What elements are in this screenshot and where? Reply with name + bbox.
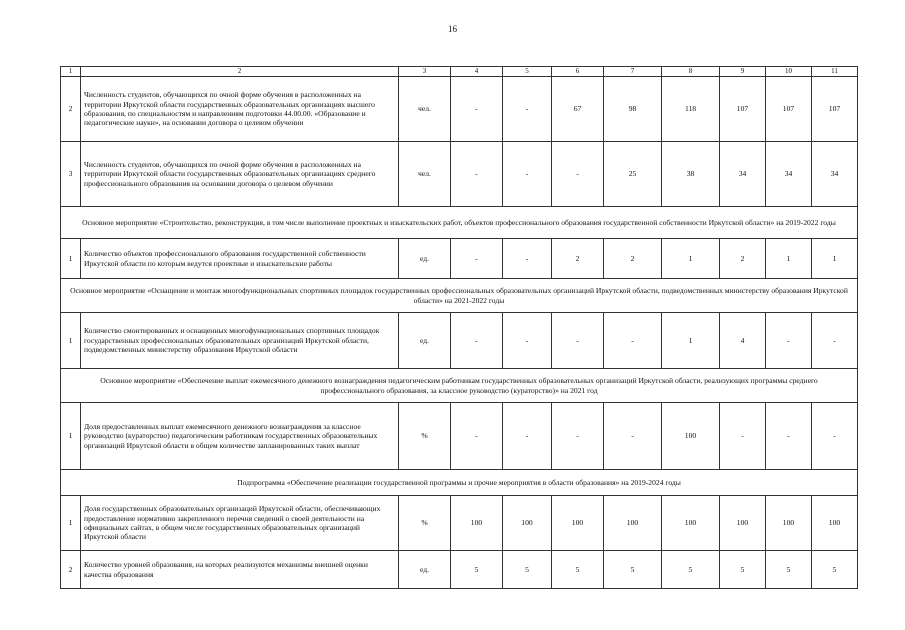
column-number-cell: 2 [81, 67, 399, 77]
indicator-name: Доля государственных образовательных организаций Иркутской области, обеспечивающих предоставление нормативно закрепленного перечня сведений о своей деятельности на официальных сайтах, в общем числе государственных образовательных организаций Иркутской области [81, 496, 399, 551]
column-number-cell: 7 [604, 67, 662, 77]
indicator-name: Количество уровней образования, на которых реализуются механизмы внешней оценки качества образования [81, 551, 399, 589]
value-cell: 100 [662, 496, 720, 551]
value-cell: 4 [720, 313, 766, 369]
indicator-row [61, 313, 858, 369]
value-cell: 100 [503, 496, 552, 551]
section-title: Основное мероприятие «Строительство, реконструкция, в том числе выполнение проектных и изыскательских работ, объектов профессионального образования государственной собственности Иркутской области» на 2019-2022 годы [61, 207, 858, 239]
value-cell: 2 [720, 239, 766, 279]
indicator-name: Численность студентов, обучающихся по очной форме обучения в расположенных на территории Иркутской области государственных образовательных организациях среднего профессионального образования на основании договора о целевом обучении [81, 142, 399, 207]
value-cell: 107 [720, 77, 766, 142]
section-row [61, 470, 858, 496]
value-cell: 5 [766, 551, 812, 589]
indicator-row [61, 77, 858, 142]
row-number: 1 [61, 239, 81, 279]
unit-cell: чел. [399, 142, 451, 207]
value-cell: 100 [604, 496, 662, 551]
indicator-row [61, 496, 858, 551]
section-row [61, 369, 858, 403]
unit-cell: % [399, 403, 451, 470]
section-row [61, 207, 858, 239]
value-cell: 5 [552, 551, 604, 589]
row-number: 2 [61, 77, 81, 142]
value-cell: 5 [812, 551, 858, 589]
value-cell: 100 [766, 496, 812, 551]
value-cell: - [604, 313, 662, 369]
value-cell: 100 [451, 496, 503, 551]
value-cell: 100 [552, 496, 604, 551]
section-title: Основное мероприятие «Оснащение и монтаж многофункциональных спортивных площадок государственных профессиональных образовательных организаций Иркутской области, подведомственных министерству образования Иркутской области» на 2021-2022 годы [61, 279, 858, 313]
value-cell: 5 [604, 551, 662, 589]
value-cell: - [552, 142, 604, 207]
row-number: 2 [61, 551, 81, 589]
value-cell: 5 [503, 551, 552, 589]
indicator-row [61, 142, 858, 207]
value-cell: 5 [451, 551, 503, 589]
column-number-cell: 1 [61, 67, 81, 77]
value-cell: 100 [720, 496, 766, 551]
indicator-name: Количество смонтированных и оснащенных многофункциональных спортивных площадок государственных профессиональных образовательных организаций Иркутской области, подведомственных министерству образования Иркутской области [81, 313, 399, 369]
column-number-cell: 8 [662, 67, 720, 77]
value-cell: - [451, 403, 503, 470]
value-cell: 34 [720, 142, 766, 207]
indicator-row [61, 403, 858, 470]
value-cell: - [812, 403, 858, 470]
value-cell: - [503, 313, 552, 369]
indicator-row [61, 239, 858, 279]
value-cell: - [766, 403, 812, 470]
section-row [61, 279, 858, 313]
column-number-cell: 11 [812, 67, 858, 77]
indicator-row [61, 551, 858, 589]
unit-cell: % [399, 496, 451, 551]
unit-cell: ед. [399, 551, 451, 589]
row-number: 3 [61, 142, 81, 207]
section-title: Подпрограмма «Обеспечение реализации государственной программы и прочие мероприятия в области образования» на 2019-2024 годы [61, 470, 858, 496]
column-number-row [61, 67, 858, 77]
row-number: 1 [61, 403, 81, 470]
indicator-name: Количество объектов профессионального образования государственной собственности Иркутской области по которым ведутся проектные и изыскательские работы [81, 239, 399, 279]
column-number-cell: 6 [552, 67, 604, 77]
value-cell: - [552, 313, 604, 369]
value-cell: 38 [662, 142, 720, 207]
indicators-table [60, 66, 858, 589]
value-cell: 1 [662, 313, 720, 369]
column-number-cell: 5 [503, 67, 552, 77]
value-cell: - [451, 239, 503, 279]
value-cell: 25 [604, 142, 662, 207]
value-cell: 5 [720, 551, 766, 589]
value-cell: - [766, 313, 812, 369]
value-cell: - [503, 403, 552, 470]
value-cell: 1 [766, 239, 812, 279]
column-number-cell: 3 [399, 67, 451, 77]
value-cell: 98 [604, 77, 662, 142]
value-cell: - [451, 313, 503, 369]
indicator-name: Численность студентов, обучающихся по очной форме обучения в расположенных на территории Иркутской области государственных образовательных организациях высшего образования, по специальностям и направлениям подготовки 44.00.00. «Образование и педагогические науки», на основании договора о целевом обучении [81, 77, 399, 142]
unit-cell: чел. [399, 77, 451, 142]
value-cell: - [451, 142, 503, 207]
value-cell: 1 [662, 239, 720, 279]
value-cell: - [552, 403, 604, 470]
value-cell: 34 [766, 142, 812, 207]
value-cell: - [451, 77, 503, 142]
row-number: 1 [61, 496, 81, 551]
value-cell: 118 [662, 77, 720, 142]
value-cell: 5 [662, 551, 720, 589]
value-cell: - [503, 142, 552, 207]
column-number-cell: 10 [766, 67, 812, 77]
value-cell: 34 [812, 142, 858, 207]
column-number-cell: 4 [451, 67, 503, 77]
unit-cell: ед. [399, 313, 451, 369]
value-cell: 107 [812, 77, 858, 142]
value-cell: 100 [812, 496, 858, 551]
value-cell: 2 [552, 239, 604, 279]
value-cell: - [604, 403, 662, 470]
value-cell: 100 [662, 403, 720, 470]
value-cell: - [503, 77, 552, 142]
value-cell: 1 [812, 239, 858, 279]
page-number: 16 [448, 24, 457, 34]
value-cell: 67 [552, 77, 604, 142]
section-title: Основное мероприятие «Обеспечение выплат ежемесячного денежного вознаграждения педагогическим работникам государственных образовательных организаций Иркутской области, реализующих программы среднего профессионального образования, за классное руководство (кураторство)» на 2021 год [61, 369, 858, 403]
value-cell: 2 [604, 239, 662, 279]
value-cell: - [812, 313, 858, 369]
unit-cell: ед. [399, 239, 451, 279]
value-cell: - [720, 403, 766, 470]
value-cell: - [503, 239, 552, 279]
value-cell: 107 [766, 77, 812, 142]
indicator-name: Доля предоставленных выплат ежемесячного денежного вознаграждения за классное руководство (кураторство) педагогическим работникам государственных образовательных организаций Иркутской области в общем количестве запланированных таких выплат [81, 403, 399, 470]
column-number-cell: 9 [720, 67, 766, 77]
row-number: 1 [61, 313, 81, 369]
